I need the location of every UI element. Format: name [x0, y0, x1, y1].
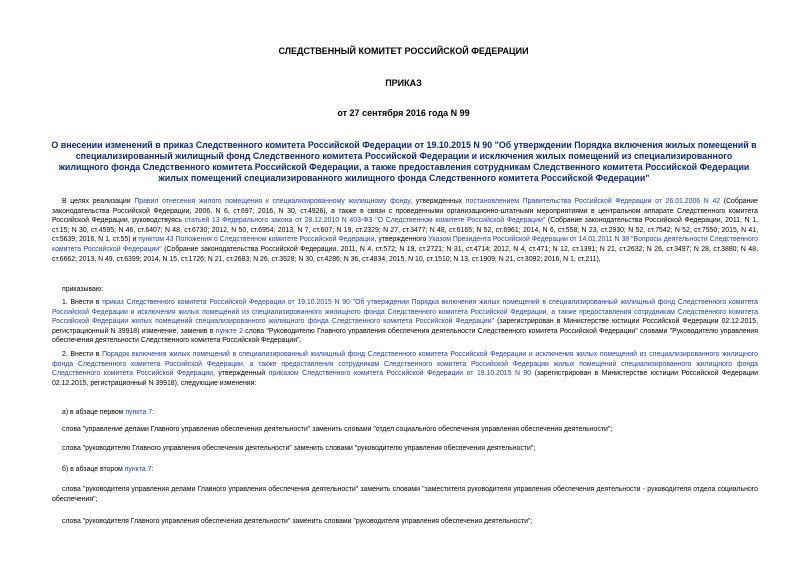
item-1-order-link[interactable]: приказ Следственного комитета Российской Федерации от 19.10.2015 N 90 "Об утверждении Порядка включения жилых помещений в специализированный жилищный фонд Следственного комитета Российской Федерации и исключения жилых помещений из специализированного жилищного фонда Следственного комитета Российской Федерации, а также предоставления сотрудникам Следственного комитета Российской Федерации жилых помещений специализированного жилищного фонда Следственного комитета Российской Федерации"	[52, 299, 758, 326]
sub-a-change-1-text: слова "управление делами Главного управления обеспечения деятельности" заменить словами "отдел социального обеспечения управления обеспечения деятельности";	[62, 426, 613, 433]
preamble-text-3: (Собрание законодательства Российской Федерации, 2006, N 6, ст.697; 2016, N 30, ст.4926), а также в связи с проведенными организационно-штатными мероприятиями в центральном аппарате Следственного комитета Российской Федерации, руководствуясь	[52, 198, 758, 225]
document-title	[50, 140, 758, 184]
sub-b-text-1: б) в абзаце втором	[62, 466, 125, 473]
title-suffix: "Об утверждении Порядка включения жилых помещений в специализированный жилищный фонд Следственного комитета Российской Федерации и исключения жилых помещений из специализированного жилищного фонда Следственного комитета Российской Федерации, а также предоставления сотрудникам Следственного комитета Российской Федерации жилых помещений специализированного жилищного фонда Следственного комитета Российской Федерации"	[58, 140, 757, 183]
organization-heading: СЛЕДСТВЕННЫЙ КОМИТЕТ РОССИЙСКОЙ ФЕДЕРАЦИИ	[278, 46, 529, 56]
item-2-order-link[interactable]: приказом Следственного комитета Российской Федерации от 19.10.2015 N 90	[268, 370, 532, 378]
preamble-text-6: (Собрание законодательства Российской Федерации, 2011, N 4, ст.572; N 19, ст.2721; N 31, ст.4714; 2012, N 4, ст.471; N 12, ст.1391; N 21, ст.2632; N 26, ст.3497; N 28, ст.3880; N 48, ст.6662; 2013, N 49, ст.6399; 2014, N 15, ст.1726; N 21, ст.2683; N 26, ст.3528; N 30, ст.4286; N 36, ст.4834; 2015, N 10, ст.1510; N 13, ст.1909; N 21, ст.3092; 2016, N 1, ст.211),	[52, 245, 758, 263]
document-type-heading: ПРИКАЗ	[385, 78, 422, 88]
item-1-text-3: слова "Руководителю Главного управления обеспечения деятельности Следственного комитета Российской Федерации" словами "Руководителю управления обеспечения деятельности Следственного комитета Российской Федерации".	[52, 327, 758, 345]
rules-link[interactable]: Правил отнесения жилого помещения к специализированному жилищному фонду	[134, 198, 411, 205]
presidential-decree-link[interactable]: Указом Президента Российской Федерации от 14.01.2011 N 38 "Вопросы деятельности Следственного комитета Российской Федерации"	[52, 236, 758, 253]
sub-a-heading	[52, 408, 758, 418]
item-1-paragraph	[52, 298, 758, 346]
preamble-text-1: В целях реализации	[62, 198, 135, 205]
item-2-procedure-link[interactable]: Порядок включения жилых помещений в специализированный жилищный фонд Следственного комитета Российской Федерации и исключения жилых помещений из специализированного жилищного фонда Следственного комитета Российской Федерации, а также предоставления сотрудникам Следственного комитета Российской Федерации жилых помещений специализированного жилищного фонда Следственного комитета Российской Федерации	[52, 351, 758, 378]
sub-a-change-2-text: слова "руководителю Главного управления обеспечения деятельности" заменить словами "руководителю управления обеспечения деятельности";	[62, 445, 536, 452]
order-word	[52, 285, 758, 295]
sub-b-text-2: :	[151, 466, 154, 473]
government-decree-link[interactable]: постановлением Правительства Российской Федерации от 26.01.2006 N 42	[465, 198, 721, 205]
item-2-text-2: , утвержденный	[212, 370, 269, 378]
title-prefix: О внесении изменений в	[51, 140, 164, 150]
sub-a-change-1	[52, 425, 758, 435]
federal-law-link[interactable]: статьей 13 Федерального закона от 28.12.2010 N 403-ФЗ "О Следственном комитете Российской Федерации"	[184, 217, 546, 225]
item-2-paragraph	[52, 350, 758, 388]
sub-a-change-2	[52, 444, 758, 454]
sub-a-point-7-link[interactable]: пункта 7	[125, 409, 153, 416]
sub-a-text-2: :	[152, 409, 154, 416]
sub-b-point-7-link[interactable]: пункта 7	[124, 466, 152, 473]
regulation-point-link[interactable]: пунктом 43 Положения о Следственном комитете Российской Федерации	[138, 236, 375, 244]
sub-a-text-1: а) в абзаце первом	[62, 409, 126, 416]
order-word-text: приказываю:	[62, 286, 103, 293]
item-1-point-2-link[interactable]: пункте 2	[215, 327, 243, 335]
sub-b-change-1	[52, 485, 758, 504]
document-date-heading: от 27 сентября 2016 года N 99	[337, 108, 470, 118]
preamble-paragraph	[52, 197, 758, 264]
preamble-text-2: , утвержденных	[410, 198, 466, 205]
item-2-text-3: (зарегистрирован в Министерстве юстиции Российской Федерации 02.12.2015, регистрационный N 39918), следующие изменения:	[52, 370, 759, 387]
sub-b-change-2-text: слова "руководителя Главного управления обеспечения деятельности" заменить словами "руководителя управления обеспечения деятельности";	[62, 518, 533, 525]
preamble-text-5: , утвержденного	[374, 236, 429, 244]
sub-b-change-2	[52, 517, 758, 527]
item-1-text-2: (зарегистрирован в Министерстве юстиции Российской Федерации 02.12.2015, регистрационный N 39918) изменение, заменив в	[52, 318, 759, 335]
item-2-text-1: 2. Внести в	[62, 351, 103, 358]
item-1-text-1: 1. Внести в	[62, 299, 103, 306]
title-order-link[interactable]: приказ Следственного комитета Российской Федерации от 19.10.2015 N 90	[163, 140, 493, 150]
preamble-text-4: (Собрание законодательства Российской Федерации, 2011, N 1, ст.15; N 30, ст.4595; N 46, ст.6407; N 48, ст.6730; 2012, N 50, ст.6954; 2013, N 7, ст.607; N 19, ст.2329; N 27, ст.3477; N 48, ст.6165; N 52, ст.6961; 2014, N 6, ст.558; N 23, ст.2930; N 52, ст.7542; N 52, ст.7550; 2015, N 41, ст.5639; 2016, N 1, ст.55) и	[52, 217, 758, 244]
sub-b-heading	[52, 465, 758, 475]
sub-b-change-1-text: слова "руководителя управления делами Главного управления обеспечения деятельности" заменить словами "заместителя руководителя управления обеспечения деятельности - руководителя отдела социального обеспечения";	[52, 486, 758, 503]
